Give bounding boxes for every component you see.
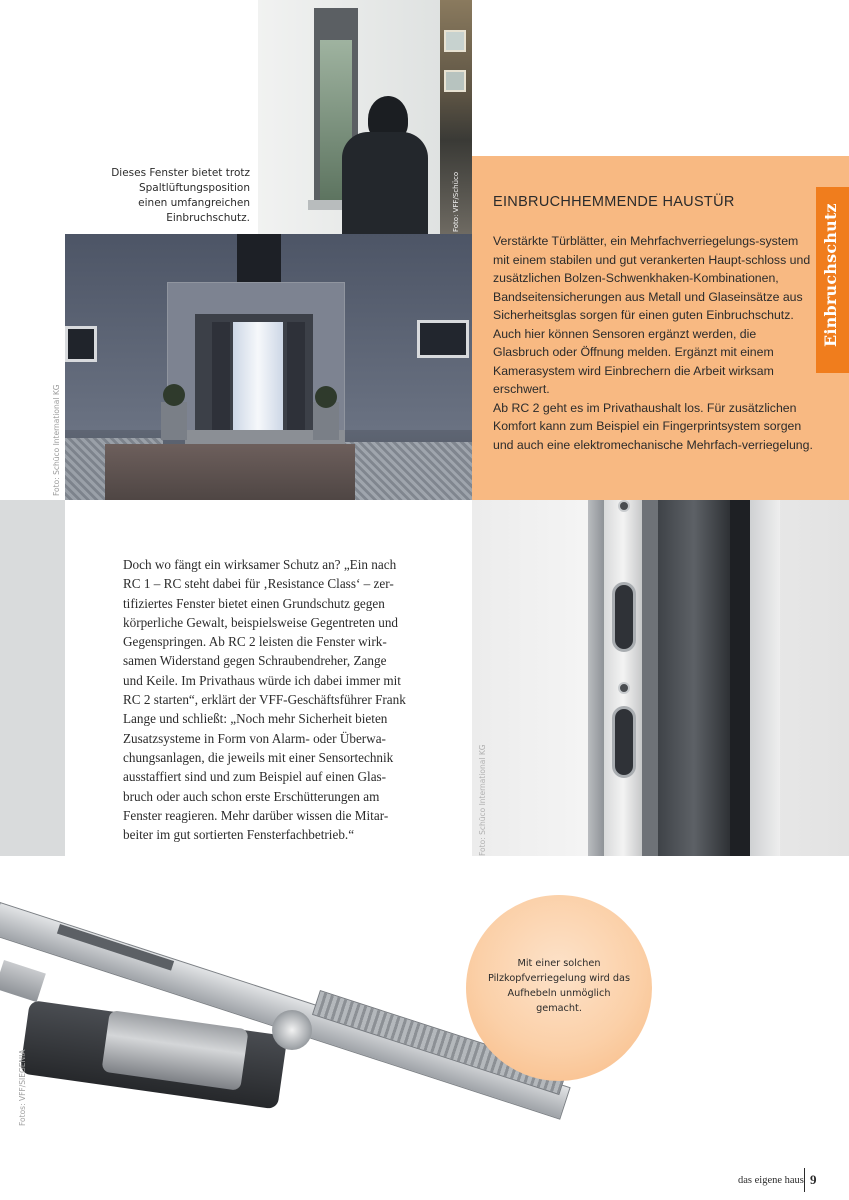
footer-divider [804, 1168, 805, 1192]
photo-credit-house: Foto: Schüco International KG [52, 384, 61, 496]
article-body: Doch wo fängt ein wirksamer Schutz an? „Ein nach RC 1 – RC steht dabei für ‚Resistance Class‘ – zer-tifiziertes Fenster bietet einen Grundschutz gegen körperliche Gewalt, beispielsweise Gegentreten und Gegenspringen. Ab RC 2 leisten die Fenster wirk-samen Widerstand gegen Schraubendreher, Zange und Keile. Im Privathaus würde ich dabei immer mit RC 2 starten“, erklärt der VFF-Geschäftsführer Frank Lange und schließt: „Noch mehr Sicherheit bieten Zusatzsysteme in Form von Alarm- oder Überwa-chungsanlagen, die jeweils mit einer Sensortechnik ausstaffiert sind und zum Beispiel auf einen Glas-bruch oder auch schon erste Erschütterungen am Fenster reagieren. Mehr darüber wissen die Mitar-beiter im gut sortierten Fensterfachbetrieb.“ [123, 557, 406, 843]
info-box-paragraph-2: Ab RC 2 geht es im Privathaushalt los. Für zusätzlichen Komfort kann zum Beispiel ein Fingerprintsystem sorgen und auch eine elektromechanische Mehrfach-verriegelung. [493, 400, 813, 452]
footer-magazine-name: das eigene haus [738, 1175, 804, 1186]
door-lock-photo [472, 500, 849, 856]
hardware-photo-caption: Mit einer solchen Pilzkopfverriegelung wird das Aufhebeln unmöglich gemacht. [487, 958, 631, 1014]
info-box [472, 156, 849, 500]
info-box-body [493, 232, 813, 454]
section-tab-label: Einbruchschutz [821, 203, 840, 347]
grey-strip [0, 500, 65, 856]
info-box-heading: EINBRUCHHEMMENDE HAUSTÜR [493, 194, 735, 210]
house-entrance-photo [65, 234, 472, 500]
page-number: 9 [810, 1172, 817, 1187]
photo-credit-hardware: Fotos: VFF/SIEGENIA [18, 1049, 27, 1126]
info-box-paragraph-1: Verstärkte Türblätter, ein Mehrfachverriegelungs-system mit einem stabilen und gut verankerten Haupt-schloss und zusätzlichen Bolzen-Schwenkhaken-Kombinationen, Bandseitensicherungen aus Metall und Glaseinsätze aus Sicherheitsglas sorgen für einen guten Einbruchschutz. Auch hier können Sensoren ergänzt werden, die Glasbruch oder Öffnung melden. Ergänzt mit einem Kamerasystem wird Einbrechern die Arbeit wirksam erschwert. [493, 234, 811, 396]
photo-credit-lock: Foto: Schüco International KG [478, 744, 487, 856]
window-photo-caption: Dieses Fenster bietet trotz Spaltlüftungsposition einen umfangreichen Einbruchschutz. [111, 167, 250, 224]
caption-circle [466, 895, 652, 1081]
section-tab [816, 187, 849, 373]
photo-credit-window: Foto: VFF/Schüco [452, 171, 460, 232]
window-burglar-photo [258, 0, 472, 234]
